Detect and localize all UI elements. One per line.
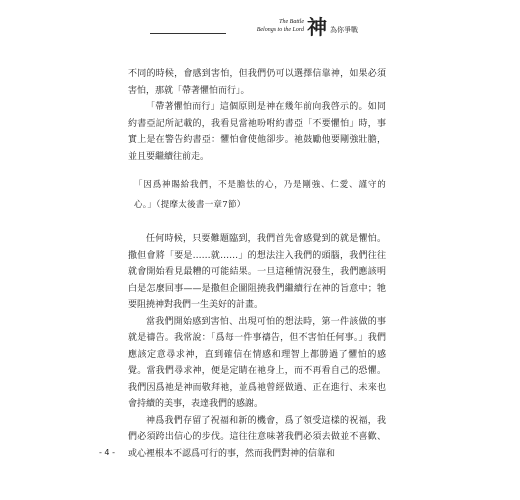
page-body <box>128 66 386 462</box>
header-en-line1: The Battle <box>279 19 304 25</box>
scripture-quote: 「因爲神賜給我們，不是膽怯的心，乃是剛強、仁愛、謹守的心。」（提摩太後書一章7節） <box>134 180 386 210</box>
paragraph-5: 神爲我們存留了祝福和新的機會，爲了領受這樣的祝福，我們必須跨出信心的步伐。這往往意味著我們必須去做並不喜歡、或心裡根本不認爲可行的事，然而我們對神的信靠和 <box>128 415 386 459</box>
paragraph-1: 不同的時候，會感到害怕，但我們仍可以選擇信靠神，如果必須害怕，那就「帶著懼怕而行」。 <box>128 69 386 96</box>
paragraph-2: 「帶著懼怕而行」這個原則是神在幾年前向我啓示的。如同約書亞記所記載的，我看見當祂吩咐約書亞「不要懼怕」時，事實上是在警告約書亞：懼怕會使他卻步。祂鼓勵他要剛強壯膽，並且要繼續往前走。 <box>128 102 386 162</box>
header-chinese-title: 為你爭戰 <box>330 26 358 34</box>
running-header <box>150 15 358 46</box>
header-en-line2: Belongs to the Lord <box>256 27 304 33</box>
header-english-title <box>226 18 304 34</box>
page-number: - 4 - <box>99 448 115 457</box>
header-big-char: 神 <box>307 15 327 39</box>
paragraph-3: 任何時候，只要難題臨到，我們首先會感覺到的就是懼怕。撒但會將「要是……就……」的想法注入我們的頭腦，我們往往就會開始看見最糟的可能結果。一旦這種情況發生，我們應該明白是怎麼回事——是撒但企圖阻撓我們繼續行在神的旨意中；牠要阻撓神對我們一生美好的計畫。 <box>128 234 386 310</box>
header-rule <box>150 33 226 34</box>
paragraph-4: 當我們開始感到害怕、出現可怕的想法時，第一件該做的事就是禱告。我常說：「爲每一件事禱告，但不害怕任何事。」我們應該定意尋求神，直到確信在情感和理智上都勝過了懼怕的感覺。當我們尋求神，便是定睛在祂身上，而不再看自己的恐懼。我們因爲祂是神而敬拜祂，並爲祂曾經做過、正在進行、未來也會持續的美事，表達我們的感謝。 <box>128 316 386 409</box>
